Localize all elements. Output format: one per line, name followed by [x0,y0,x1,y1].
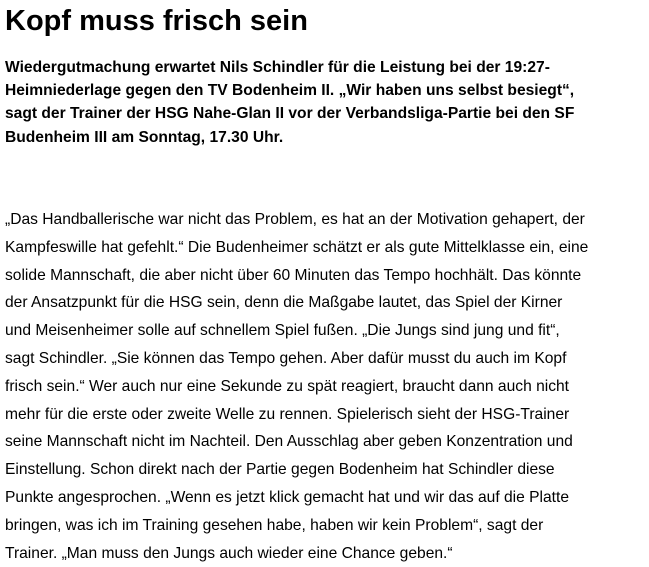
body-line: Einstellung. Schon direkt nach der Partie gegen Bodenheim hat Schindler diese [5,461,555,479]
body-line: solide Mannschaft, die aber nicht über 60 Minuten das Tempo hochhält. Das könnte [5,266,582,284]
body-line: seine Mannschaft nicht im Nachteil. Den Ausschlag aber geben Konzentration und [5,433,573,451]
body-line: Kampfeswille hat gefehlt.“ Die Budenheimer schätzt er als gute Mittelklasse ein, eine [5,238,589,256]
body-line: bringen, was ich im Training gesehen habe, haben wir kein Problem“, sagt der [5,516,544,534]
body-line: Trainer. „Man muss den Jungs auch wieder eine Chance geben.“ [5,544,453,562]
body-line: sagt Schindler. „Sie können das Tempo gehen. Aber dafür musst du auch im Kopf [5,349,567,367]
article-lead [5,56,635,149]
body-line: und Meisenheimer solle auf schnellem Spiel fußen. „Die Jungs sind jung und fit“, [5,322,560,340]
body-line: mehr für die erste oder zweite Welle zu rennen. Spielerisch sieht der HSG-Trainer [5,405,570,423]
article-title: Kopf muss frisch sein [5,5,308,37]
lead-line: Heimniederlage gegen den TV Bodenheim II. „Wir haben uns selbst besiegt“, [5,82,575,100]
lead-line: Wiedergutmachung erwartet Nils Schindler für die Leistung bei der 19:27- [5,59,550,76]
lead-line: sagt der Trainer der HSG Nahe-Glan II vor der Verbandsliga-Partie bei den SF [5,105,575,123]
article-body [5,206,645,567]
body-line: frisch sein.“ Wer auch nur eine Sekunde zu spät reagiert, braucht dann auch nicht [5,377,570,395]
body-line: Punkte angesprochen. „Wenn es jetzt klick gemacht hat und wir das auf die Platte [5,488,570,506]
body-line: der Ansatzpunkt für die HSG sein, denn die Maßgabe lautet, das Spiel der Kirner [5,294,563,312]
lead-line: Budenheim III am Sonntag, 17.30 Uhr. [5,128,284,146]
body-line: „Das Handballerische war nicht das Problem, es hat an der Motivation gehapert, der [5,211,585,228]
